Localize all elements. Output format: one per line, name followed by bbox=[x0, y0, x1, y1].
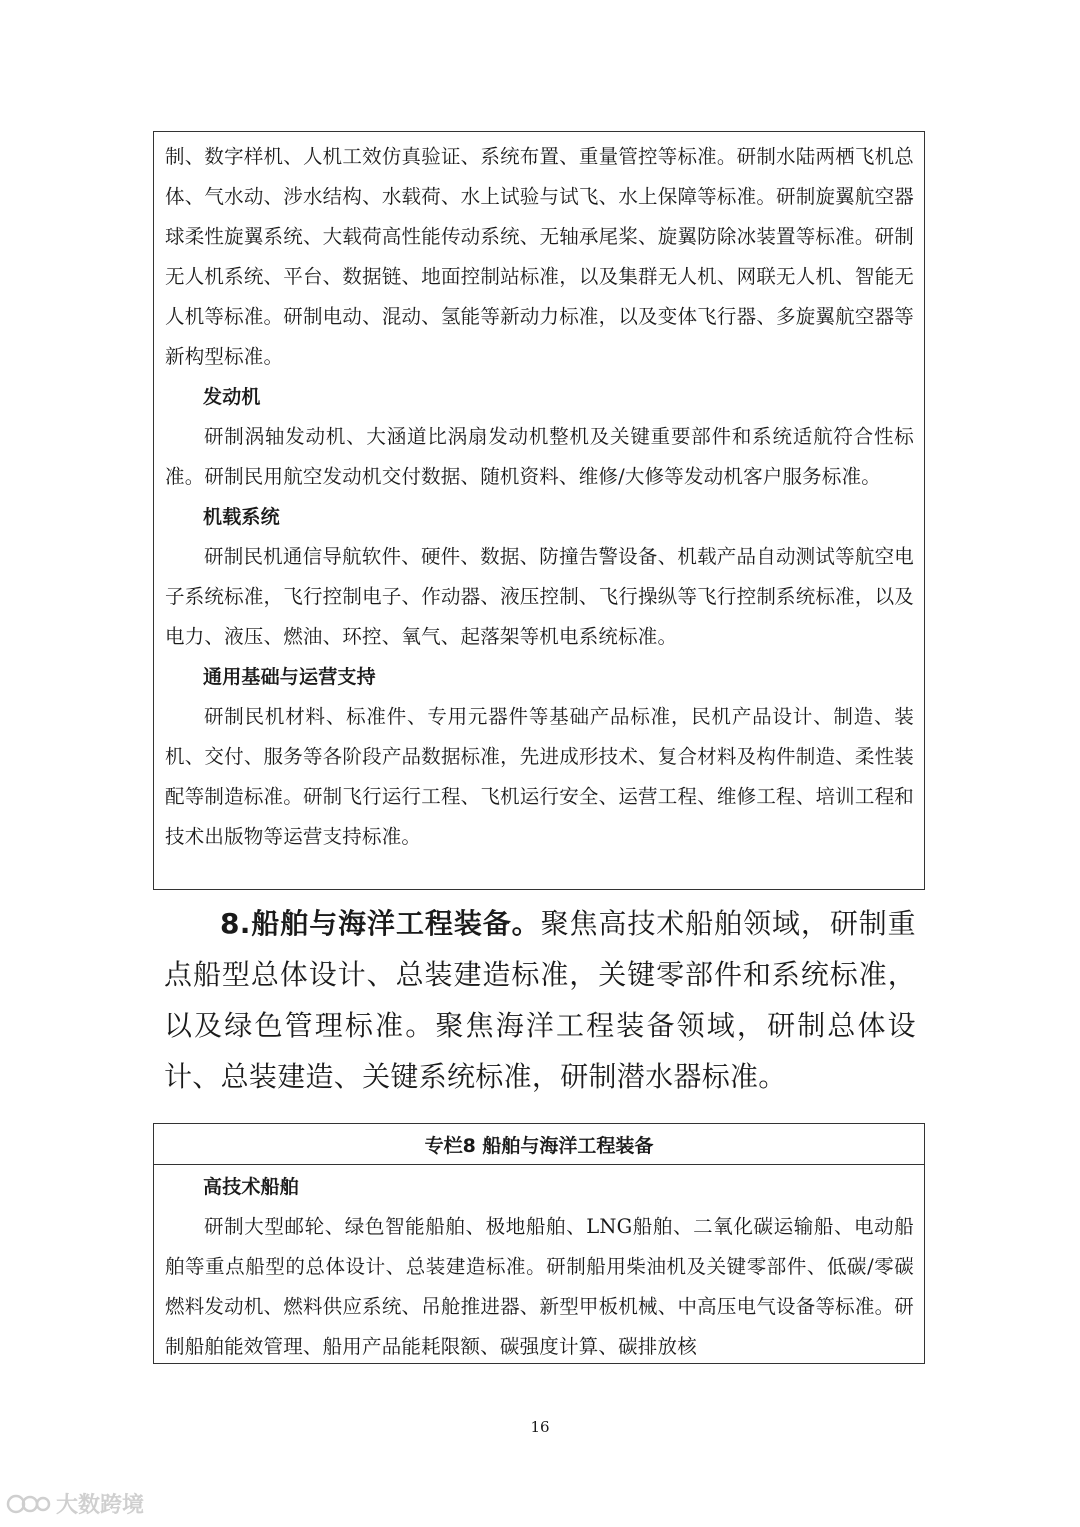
column-box-aviation bbox=[153, 131, 925, 890]
airborne-paragraph: 研制民机通信导航软件、硬件、数据、防撞告警设备、机载产品自动测试等航空电子系统标准，飞行控制电子、作动器、液压控制、飞行操纵等飞行控制系统标准，以及电力、液压、燃油、环控、氧气、起落架等机电系统标准。 bbox=[165, 545, 914, 648]
watermark-logo-icon bbox=[6, 1490, 52, 1518]
airborne-subheading: 机载系统 bbox=[203, 506, 280, 528]
page-number: 16 bbox=[530, 1418, 550, 1436]
main-paragraph bbox=[164, 898, 916, 1102]
watermark bbox=[6, 1488, 144, 1519]
column-paragraph: 制、数字样机、人机工效仿真验证、系统布置、重量管控等标准。研制水陆两栖飞机总体、气水动、涉水结构、水载荷、水上试验与试飞、水上保障等标准。研制旋翼航空器球柔性旋翼系统、大载荷高性能传动系统、无轴承尾桨、旋翼防除冰装置等标准。研制无人机系统、平台、数据链、地面控制站标准，以及集群无人机、网联无人机、智能无人机等标准。研制电动、混动、氢能等新动力标准，以及变体飞行器、多旋翼航空器等新构型标准。 bbox=[165, 145, 914, 368]
general-subheading: 通用基础与运营支持 bbox=[203, 666, 376, 688]
column-header: 专栏8 船舶与海洋工程装备 bbox=[154, 1124, 924, 1165]
ship-paragraph: 研制大型邮轮、绿色智能船舶、极地船舶、LNG船舶、二氧化碳运输船、电动船舶等重点船型的总体设计、总装建造标准。研制船用柴油机及关键零部件、低碳/零碳燃料发动机、燃料供应系统、吊舱推进器、新型甲板机械、中高压电气设备等标准。研制船舶能效管理、船用产品能耗限额、碳强度计算、碳排放核 bbox=[165, 1215, 914, 1358]
general-paragraph: 研制民机材料、标准件、专用元器件等基础产品标准，民机产品设计、制造、装机、交付、服务等各阶段产品数据标准，先进成形技术、复合材料及构件制造、柔性装配等制造标准。研制飞行运行工程、飞机运行安全、运营工程、维修工程、培训工程和技术出版物等运营支持标准。 bbox=[165, 705, 914, 848]
column-body bbox=[154, 1167, 924, 1367]
ship-subheading: 高技术船舶 bbox=[203, 1176, 300, 1198]
engine-subheading: 发动机 bbox=[203, 386, 261, 408]
section-lead: 8.船舶与海洋工程装备。 bbox=[220, 907, 541, 940]
watermark-text: 大数跨境 bbox=[56, 1493, 145, 1518]
column-box-ship bbox=[153, 1123, 925, 1364]
engine-paragraph: 研制涡轴发动机、大涵道比涡扇发动机整机及关键重要部件和系统适航符合性标准。研制民用航空发动机交付数据、随机资料、维修/大修等发动机客户服务标准。 bbox=[165, 425, 914, 488]
section-text: 聚焦高技术船舶领域，研制重点船型总体设计、总装建造标准，关键零部件和系统标准，以及绿色管理标准。聚焦海洋工程装备领域，研制总体设计、总装建造、关键系统标准，研制潜水器标准。 bbox=[164, 907, 916, 1093]
